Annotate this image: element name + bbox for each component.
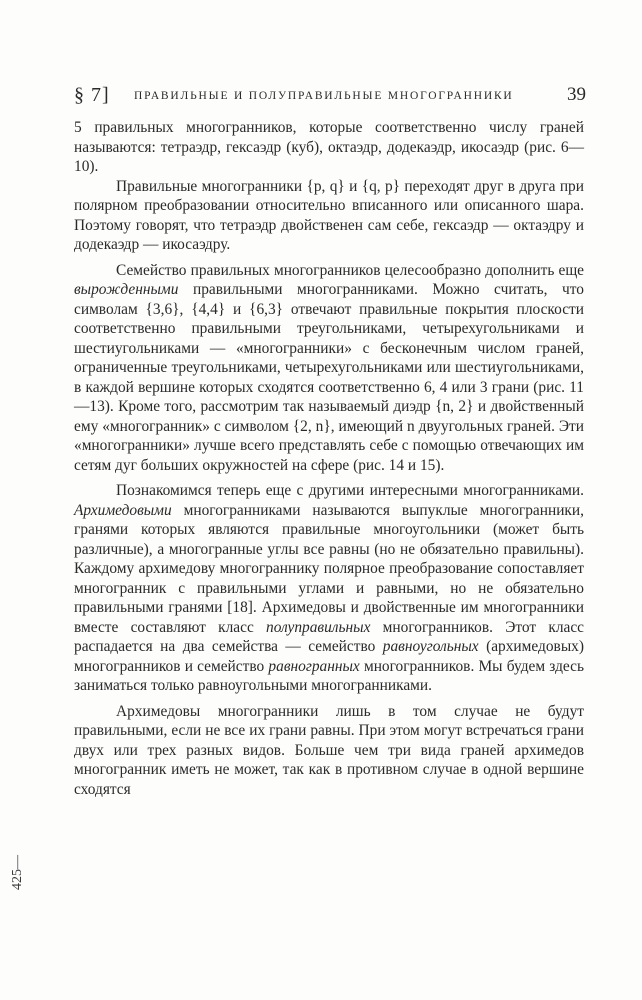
paragraph [74,481,584,696]
paragraph-text: многогранников. Мы будем здесь заниматься только равноугольными многогранниками. [74,657,584,694]
paragraph-text: Семейство правильных многогранников целесообразно дополнить еще [116,261,584,279]
emphasized-term: вырожденными [74,281,179,298]
paragraph-text: Познакомимся теперь еще с другими интересными многогранниками. [116,482,584,499]
paragraph [74,261,584,476]
paragraph-text: (архимедовых) многогранников и семейство [74,638,584,675]
emphasized-term: Архимедовыми [74,501,172,519]
running-header [74,84,586,108]
paragraph-text: правильными многогранниками. Можно считать, что символам {3,6}, {4,4} и {6,3} отвечают правильные покрытия плоскости соответственно правильными треугольниками, четырехугольниками и шестиугольниками — «многогранники» с бесконечным числом граней, ограниченные треугольниками, четырехугольниками или шестиугольниками, в каждой вершине которых сходятся соответственно 6, 4 или 3 грани (рис. 11—13). Кроме того, рассмотрим так называемый диэдр {n, 2} и двойственный ему «многогранник» с символом {2, n}, имеющий n двуугольных граней. Эти «многогранники» лучше всего представлять себе с помощью отвечающих им сетям дуг больших окружностей на сфере (рис. 14 и 15). [74,281,584,474]
emphasized-term: равноугольных [382,638,479,655]
paragraph [74,118,584,177]
paragraph-text: 5 правильных многогранников, которые соответственно числу граней называются: тетраэдр, гексаэдр (куб), октаэдр, додекаэдр, икосаэдр (рис. 6—10). [74,119,584,175]
paragraph-text: Правильные многогранники {p, q} и {q, p} переходят друг в друга при полярном преобразовании относительно вписанного или описанного шара. Поэтому говорят, что тетраэдр двойственен сам себе, гексаэдр — октаэдру и додекаэдр — икосаэдру. [74,177,584,253]
paragraph-text: Архимедовы многогранники лишь в том случае не будут правильными, если не все их грани равны. При этом могут встречаться грани двух или трех разных видов. Больше чем три вида граней архимедов многогранник иметь не может, так как в противном случае в одной вершине сходятся [74,702,584,798]
margin-note: 425— [10,855,25,890]
emphasized-term: равногранных [268,657,360,675]
paragraph [74,177,584,255]
body-text [74,118,584,799]
emphasized-term: полуправильных [266,618,371,636]
section-number: § 7] [74,84,110,106]
paragraph [74,702,584,800]
paragraph-text: многогранников. Этот класс распадается на два семейства — семейство [74,618,584,655]
running-title: ПРАВИЛЬНЫЕ И ПОЛУПРАВИЛЬНЫЕ МНОГОГРАННИКИ [134,90,514,102]
page-number: 39 [567,84,586,105]
paragraph-text: многогранниками называются выпуклые многогранники, гранями которых являются правильные многоугольники (может быть различные), а многогранные углы все равны (но не обязательно правильны). Каждому архимедову многограннику полярное преобразование сопоставляет многогранник с правильными углами и равными, но не обязательно правильными гранями [18]. Архимедовы и двойственные им многогранники вместе составляют класс [74,501,584,636]
